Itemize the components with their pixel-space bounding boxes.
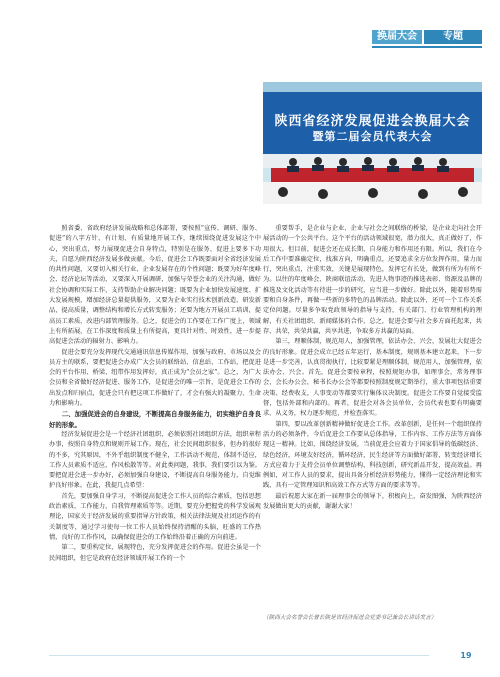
conference-photo bbox=[263, 82, 482, 204]
right-column bbox=[263, 224, 482, 512]
banner-line-2: 暨第二届会员代表大会 bbox=[312, 130, 433, 143]
header-rule bbox=[372, 46, 482, 48]
left-column bbox=[49, 224, 261, 564]
paragraph: 第二，要重构定位，展现特色，充分发挥促进会的作用。促进会虽是一个民间组织，但它是政府在经济领域开展工作的一个 bbox=[49, 544, 261, 562]
page-number: 19 bbox=[460, 651, 472, 660]
footer-rule bbox=[49, 655, 429, 656]
section-heading: 二、加强促进会的自身建设，不断提高自身服务能力，切实维护自身良好的形象。 bbox=[49, 410, 261, 429]
paragraph: 第四，要以改革创新精神做好促进会工作。改革创新，是任何一个组织保持活力的必须条件，今后促进会工作要从总体指导，工作内容、工作方法等方面体现这一精神。比如，围绕经济发展，当前促进会应着力于国家倡导的低碳经济、绿色经济，环境友好经济，循环经济，民生经济等方面做好部署，转变经济增长方式应着力于支持会员单位调整结构，科技创新，研究新品开发，提高效益。再例如，对工作人员的要求，提出具备分析经济形势能力，懂得一定经济理论和实践，具有一定管理知识和高效工作方式等方面的要求等等。 bbox=[263, 420, 482, 490]
paragraph: 经济发展促进会是一个经济社团组织，必须依照社团组织方法，组织章程办事，按照自身特点和规则开展工作。现在，社会民间组织很多，但办的很好的不多，究其原因，不外乎组织制度不健全，工作活动不规范，体制不适应，工作人员素质不适应，作风松散等等。对此类问题，我事，我们要引以为鉴。要把促进会进一步办好，必须加强自身建设，不断提高自身服务能力，自觉维护良好形象。在此，我提几点希望： bbox=[49, 430, 261, 490]
paragraph: 照省委、省政府经济发展战略和总体部署，要按照“宣传、调研、服务、促进”的八字方针，有计划、有质量地开展工作，继续围绕促进发展这个中心，突出重点，努力展现促进会自身特点，特别是在服务、促进上要多下功夫，自愿为陕西经济发展多做贡献。今后，促进会工作既要面对全省经济发展的共性问题，又要切入相关行业、企业发展存在的个性问题；既要为好年度峰会、经济论坛等活动，又要深入开展调研，加强与荣誉会业的关注沟通，做好社会协调和实际工作，支持帮助企业解决问题；既要为企业加快发展速度、扩大发展规模，增加经济总量提供服务，又要为企业实行技术创新改造、研发新品，提高质量，调整结构和增长方式转变服务；还要为地方开展员工培训，提高员工素质，改进内部管理服务。总之，促进会的工作要在工作广度上，领域上有所拓展，在工作深度和质量上有所提高，更具针对性、时效性，进一步提高促进会活动的辐射力、影响力。 bbox=[49, 225, 261, 346]
section-label: 换届大会 bbox=[372, 30, 422, 44]
category-label: 专题 bbox=[424, 30, 482, 44]
paragraph: 最后祝愿大家在新一届理事会的领导下，积极向上，奋发图强，为陕西经济发展做出更大的贡献，谢谢大家！ bbox=[263, 492, 482, 511]
paragraph: 促进会要充分发挥现代交通通讯信息传媒作用，加强与政府、市场以及会员方主的联系，要把促进会办成广大会员的联络站、信息站、工作站，把促进会的平台作用、桥梁、纽带作用发挥好，真正成为“会员之家”。总之，为广大会员和全省做好经济促进、服务工作，是促进会的唯一宗旨，是促进会工作的出发点和归宿点，促进会只有把这项工作做好了，才会有强大的凝聚力、生命力和影响力。 bbox=[49, 348, 261, 408]
paragraph: 第三，理顺体制，规范用人，加强管理，依法办会、兴会，发展壮大促进会的良好形象。促进会成立已经五年运行，基本制度，规则基本建立起来，下一步是进一步完善，认真贯彻执行，比较要紧是理顺体制，规范用人，加强管理，依法办会、兴会。首先，促进会要按章程，按照规矩办事，如理事会，常务理事会，会长办公会，秘书长办公会等都要按照制度规定期举行，重大事项包括重要决策、经费收支，人事变动等都要实行集体议决制度。促进会工作要自觉接受监督，包括外部和内部的。再者，促进会对各会员单位，会员代表也要有明确要求，从义务，权力逐步规范，并检查落实。 bbox=[263, 338, 482, 418]
paragraph: 首先，要加强自身学习，不断提高促进会工作人员的综合素质，包括思想政治素质，工作能力，自我管理素质等等。近期，要充分把握党的科学发展观理论，国家关于经济发展的重要指导方针政策，相关法律法规及社团运作的有关制度等，通过学习使每一位工作人员始终保持清醒的头脑，旺盛的工作热情，良好的工作作风，以确保促进会的工作始终沿着正确的方向前进。 bbox=[49, 492, 261, 541]
photo-caption: （陕西大会名誉会长曾长陕是省经济促进会党委书记兼会长讲话发言） bbox=[263, 615, 437, 621]
paragraph: 重要帮手，是企业与企业、企业与社会之间联络的桥梁，是企业走向社会开展活动的一个公共平台。这个平台的活动领域很宽，潜力很大，真正做好了，作用很大。但目前，促进会还在成长期，自身能力和作用还有限。所以，我们在今后工作中要准确定位，找准方向，明确重点，还要追求全方位发挥作用，量力而行，突出重点，注重实效，关键是展现特色，发挥它有长处，做到有所为有所不为。以往的年度峰会、陕商联谊活动，先进人物事迹的推选表彰、资源及品牌的推选及文化活动等有待进一步的研究，应当进一步做好。除此以外，随着形势需要和自身条件，再做一些新的多特色的品牌活动。除此以外，还可一个工作关系定位问题。尽量多争取党政领导的指导与支持，有关部门、行业管理机构的理解，有关社团组织、新闻媒体的合作，总之，促进会要与社会多方面托起来，共存、共荣，共荣共赢，共享共进，争取多方共赢的局面。 bbox=[263, 225, 482, 335]
section-header bbox=[372, 30, 482, 44]
banner-line-1: 陕西省经济发展促进会换届大会 bbox=[274, 114, 471, 129]
